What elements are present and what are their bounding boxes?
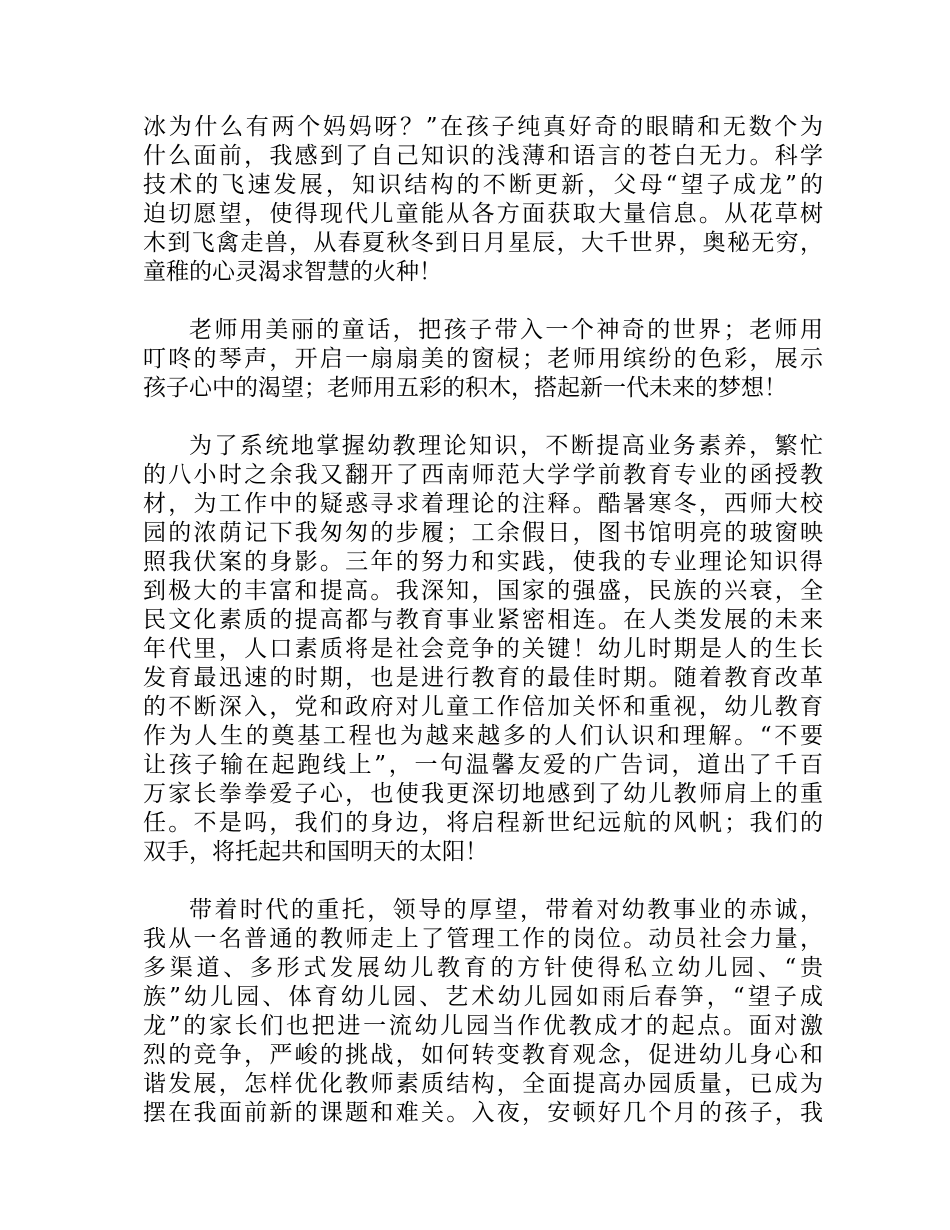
text-line: 冰为什么有两个妈妈呀？”在孩子纯真好奇的眼睛和无数个为 (143, 114, 823, 140)
text-line: 发育最迅速的时期，也是进行教育的最佳时期。随着教育改革 (143, 665, 823, 691)
text-line: 让孩子输在起跑线上”，一句温馨友爱的广告词，道出了千百 (143, 752, 823, 778)
text-line: 摆在我面前新的课题和难关。入夜，安顿好几个月的孩子，我 (143, 1100, 823, 1126)
text-line: 迫切愿望，使得现代儿童能从各方面获取大量信息。从花草树 (143, 201, 823, 227)
text-line: 我从一名普通的教师走上了管理工作的岗位。动员社会力量， (143, 926, 823, 952)
paragraph-3 (143, 432, 823, 867)
text-line: 任。不是吗，我们的身边，将启程新世纪远航的风帆；我们的 (143, 810, 823, 836)
text-line: 材，为工作中的疑惑寻求着理论的注释。酷暑寒冬，西师大校 (143, 491, 823, 517)
text-line: 什么面前，我感到了自己知识的浅薄和语言的苍白无力。科学 (143, 143, 823, 169)
text-line: 为了系统地掌握幼教理论知识，不断提高业务素养，繁忙 (189, 433, 823, 459)
text-line: 带着时代的重托，领导的厚望，带着对幼教事业的赤诚， (189, 897, 823, 923)
text-line: 技术的飞速发展，知识结构的不断更新，父母“望子成龙”的 (143, 172, 823, 198)
text-line: 双手，将托起共和国明天的太阳！ (143, 839, 488, 865)
text-line: 童稚的心灵渴求智慧的火种！ (143, 259, 442, 285)
text-line: 作为人生的奠基工程也为越来越多的人们认识和理解。“不要 (143, 723, 823, 749)
text-line: 孩子心中的渴望；老师用五彩的积木，搭起新一代未来的梦想！ (143, 375, 787, 401)
text-line: 木到飞禽走兽，从春夏秋冬到日月星辰，大千世界，奥秘无穷， (143, 230, 823, 256)
text-line: 多渠道、多形式发展幼儿教育的方针使得私立幼儿园、“贵 (143, 955, 823, 981)
text-line: 到极大的丰富和提高。我深知，国家的强盛，民族的兴衰，全 (143, 578, 823, 604)
text-line: 的不断深入，党和政府对儿童工作倍加关怀和重视，幼儿教育 (143, 694, 823, 720)
text-line: 叮咚的琴声，开启一扇扇美的窗棂；老师用缤纷的色彩，展示 (143, 346, 823, 372)
text-line: 年代里，人口素质将是社会竞争的关键！幼儿时期是人的生长 (143, 636, 823, 662)
text-line: 老师用美丽的童话，把孩子带入一个神奇的世界；老师用 (189, 317, 823, 343)
paragraph-4 (143, 896, 823, 1128)
text-line: 民文化素质的提高都与教育事业紧密相连。在人类发展的未来 (143, 607, 823, 633)
text-line: 园的浓荫记下我匆匆的步履；工余假日，图书馆明亮的玻窗映 (143, 520, 823, 546)
text-line: 龙”的家长们也把进一流幼儿园当作优教成才的起点。面对激 (143, 1013, 823, 1039)
paragraph-1 (143, 113, 823, 287)
text-line: 谐发展，怎样优化教师素质结构，全面提高办园质量，已成为 (143, 1071, 823, 1097)
document-body (143, 113, 823, 1157)
text-line: 万家长拳拳爱子心，也使我更深切地感到了幼儿教师肩上的重 (143, 781, 823, 807)
text-line: 烈的竞争，严峻的挑战，如何转变教育观念，促进幼儿身心和 (143, 1042, 823, 1068)
text-line: 族”幼儿园、体育幼儿园、艺术幼儿园如雨后春笋，“望子成 (143, 984, 823, 1010)
text-line: 照我伏案的身影。三年的努力和实践，使我的专业理论知识得 (143, 549, 823, 575)
paragraph-2 (143, 316, 823, 403)
text-line: 的八小时之余我又翻开了西南师范大学学前教育专业的函授教 (143, 462, 823, 488)
